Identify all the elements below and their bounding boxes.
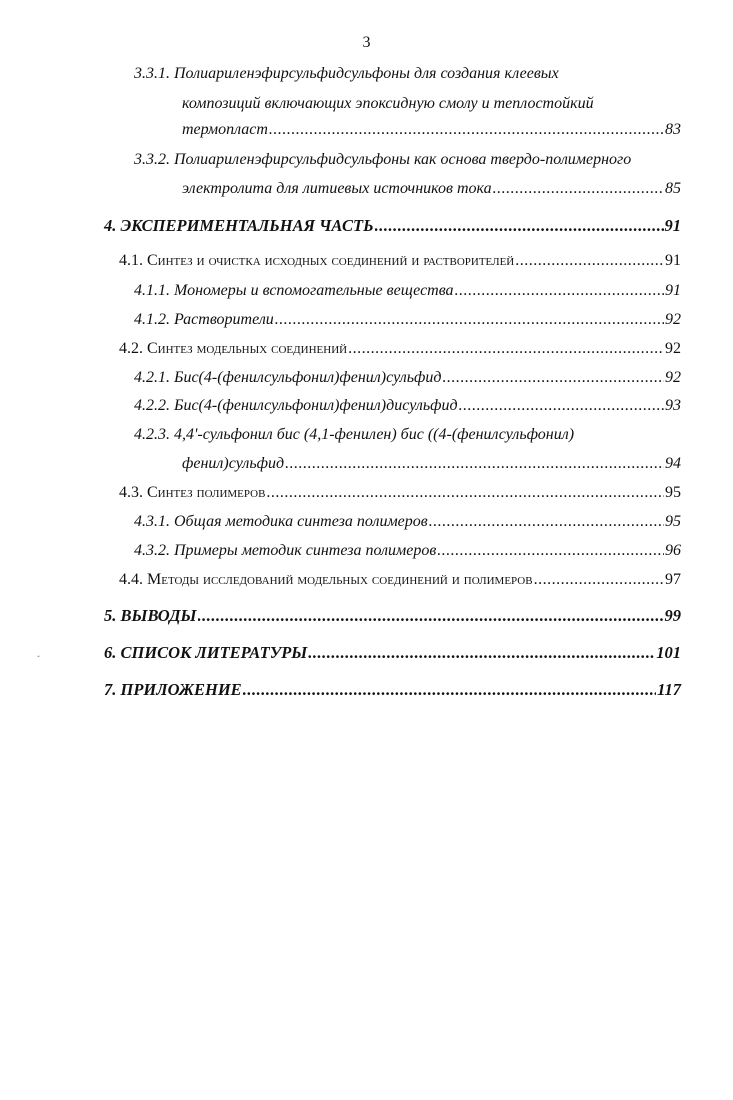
toc-entry-title: 4.1.1. Мономеры и вспомогательные вещества — [134, 282, 454, 299]
toc-entry-3-3-1[interactable] — [182, 121, 681, 139]
toc-page-number: 92 — [665, 340, 681, 357]
toc-entry-4-2-3[interactable] — [182, 455, 681, 473]
toc-entry-title: 4.3. Синтез полимеров — [119, 484, 266, 501]
toc-entry-3-3-1-line1: 3.3.1. Полиариленэфирсульфидсульфоны для создания клеевых — [134, 65, 559, 82]
toc-page-number: 94 — [665, 455, 681, 472]
toc-page-number: 99 — [664, 606, 681, 625]
toc-section-4[interactable] — [104, 216, 681, 236]
toc-entry-3-3-1-line2: композиций включающих эпоксидную смолу и теплостойкий — [182, 95, 594, 112]
page-number: 3 — [362, 34, 371, 51]
toc-leader — [429, 513, 664, 531]
toc-page-number: 93 — [665, 397, 681, 414]
toc-entry-4-1-2[interactable] — [134, 311, 681, 329]
toc-entry-title: фенил)сульфид — [182, 455, 285, 472]
toc-leader — [243, 680, 656, 700]
toc-section-7[interactable] — [104, 680, 681, 700]
toc-page-number: 95 — [665, 513, 681, 530]
toc-entry-4-3-2[interactable] — [134, 542, 681, 560]
toc-entry-title: 4.2.1. Бис(4-(фенилсульфонил)фенил)сульфид — [134, 369, 442, 386]
toc-entry-4-2-3-line1: 4.2.3. 4,4'-сульфонил бис (4,1-фенилен) бис ((4-(фенилсульфонил) — [134, 426, 575, 443]
toc-page-number: 96 — [665, 542, 681, 559]
toc-page-number: 92 — [665, 369, 681, 386]
toc-entry-title: 4.1.2. Растворители — [134, 311, 274, 328]
toc-section-6[interactable] — [104, 643, 681, 663]
toc-leader — [285, 455, 664, 473]
toc-leader — [493, 180, 664, 198]
toc-page-number: 85 — [665, 180, 681, 197]
toc-entry-3-3-2[interactable] — [182, 180, 681, 198]
toc-entry-title: 4.2.2. Бис(4-(фенилсульфонил)фенил)дисульфид — [134, 397, 458, 414]
toc-section-5[interactable] — [104, 606, 681, 626]
toc-entry-4-1[interactable] — [119, 252, 681, 270]
toc-page-number: 91 — [664, 216, 681, 235]
toc-page-number: 97 — [665, 571, 681, 588]
toc-leader — [459, 397, 664, 415]
toc-entry-4-4[interactable] — [119, 571, 681, 589]
toc-leader — [198, 606, 664, 626]
toc-leader — [308, 643, 655, 663]
toc-entry-title: 4. ЭКСПЕРИМЕНТАЛЬНАЯ ЧАСТЬ — [104, 216, 374, 235]
toc-leader — [269, 121, 664, 139]
toc-entry-4-2[interactable] — [119, 340, 681, 358]
toc-entry-4-3[interactable] — [119, 484, 681, 502]
toc-entry-title: термопласт — [182, 121, 268, 138]
toc-entry-3-3-2-line1: 3.3.2. Полиариленэфирсульфидсульфоны как основа твердо-полимерного — [134, 151, 632, 168]
toc-leader — [275, 311, 664, 329]
toc-leader — [437, 542, 664, 560]
toc-page-number: 91 — [665, 282, 681, 299]
toc-leader — [455, 282, 664, 300]
toc-leader — [375, 216, 664, 236]
toc-leader — [442, 369, 664, 387]
toc-leader — [534, 571, 664, 589]
toc-page-number: 83 — [665, 121, 681, 138]
toc-entry-title: 4.2. Синтез модельных соединений — [119, 340, 348, 357]
toc-page-number: 101 — [656, 643, 681, 662]
toc-leader — [515, 252, 664, 270]
toc-entry-4-1-1[interactable] — [134, 282, 681, 300]
toc-entry-title: 6. СПИСОК ЛИТЕРАТУРЫ — [104, 643, 308, 662]
toc-entry-4-2-2[interactable] — [134, 397, 681, 415]
toc-entry-title: электролита для литиевых источников тока — [182, 180, 492, 197]
toc-entry-title: 4.4. Методы исследований модельных соединений и полимеров — [119, 571, 533, 588]
toc-entry-4-2-1[interactable] — [134, 369, 681, 387]
toc-entry-4-3-1[interactable] — [134, 513, 681, 531]
toc-leader — [266, 484, 664, 502]
toc-leader — [348, 340, 664, 358]
toc-page-number: 92 — [665, 311, 681, 328]
toc-entry-title: 4.1. Синтез и очистка исходных соединений и растворителей — [119, 252, 515, 269]
toc-entry-title: 4.3.2. Примеры методик синтеза полимеров — [134, 542, 437, 559]
toc-entry-title: 4.3.1. Общая методика синтеза полимеров — [134, 513, 428, 530]
toc-page-number: 91 — [665, 252, 681, 269]
toc-entry-title: 7. ПРИЛОЖЕНИЕ — [104, 680, 242, 699]
toc-page-number: 117 — [657, 680, 681, 699]
scan-speck: ˇ — [37, 654, 40, 664]
toc-entry-title: 5. ВЫВОДЫ — [104, 606, 197, 625]
toc-page-number: 95 — [665, 484, 681, 501]
